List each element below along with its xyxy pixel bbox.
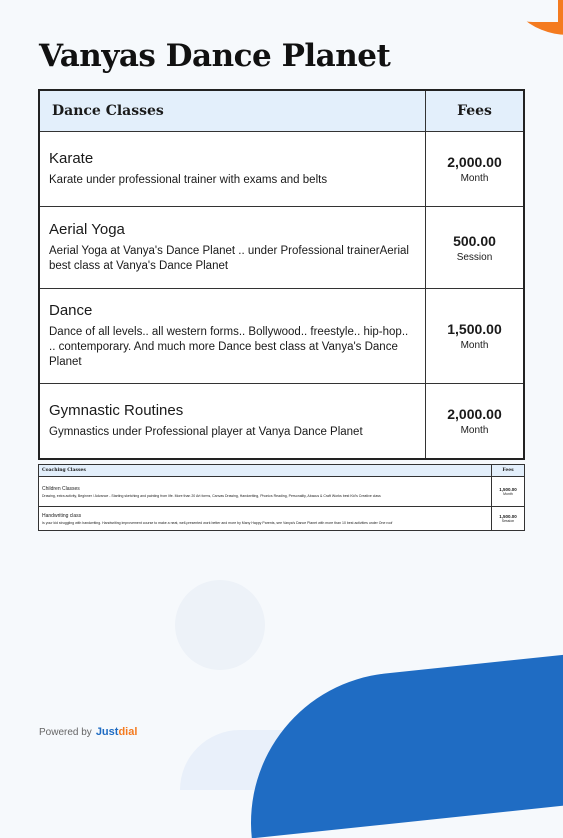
fee-cell [426,289,525,384]
fee-unit: Month [460,340,489,351]
brand-just: Just [95,726,119,738]
class-name: Aerial Yoga [49,221,125,238]
column-header-fees: Fees [426,90,525,132]
class-cell [39,477,492,507]
fee-amount: 1,500.00 [447,321,502,337]
class-description: Aerial Yoga at Vanya's Dance Planet .. under Professional trainerAerial best class at Vanya's Dance Planet [49,245,409,272]
class-name: Karate [49,150,94,167]
column-header-classes: Dance Classes [39,90,426,132]
powered-by-label: Powered by [39,726,92,738]
powered-by-footer [39,726,137,738]
fee-unit: Month [503,492,513,496]
fee-amount: 1,500.00 [499,487,517,492]
fee-amount: 1,500.00 [499,514,517,519]
fee-unit: Month [460,173,489,184]
class-name: Dance [49,302,93,319]
class-description: Gymnastics under Professional player at Vanya Dance Planet [49,425,363,438]
fee-cell [426,207,525,289]
decorative-wave [236,652,563,838]
class-name: Gymnastic Routines [49,401,184,419]
table-row [39,507,525,531]
dance-classes-table [38,89,525,460]
fee-amount: 500.00 [453,232,496,249]
class-description: Is your kid struggling with handwriting. Handwriting improvement course to make a neat, well-presented work better and more by Many Happy Parents, see Vanya's Dance Planet with more than 10 best activities under One roof [42,520,393,525]
class-description: Drawing, extra activity, Beginner / Advance - Starting sketching and painting from life. More than 20 Art forms, Canvas Drawing, Handwriting, Phonics Reading, Personality, Abacus & Craft Works best Kid's Creative class [42,493,381,498]
coaching-classes-table [38,464,525,531]
table-row [39,132,524,207]
table-row [39,289,524,384]
fee-amount: 2,000.00 [447,405,502,422]
table-header-row [39,465,525,477]
fee-cell [492,477,525,507]
table-row [39,477,525,507]
class-cell [39,507,492,531]
column-header-fees: Fees [492,465,525,477]
class-description: Karate under professional trainer with exams and belts [49,174,328,186]
class-cell [39,132,426,207]
fee-unit: Session [501,519,515,523]
column-header-classes: Coaching Classes [39,465,492,477]
class-cell [39,289,426,384]
class-name: Children Classes [42,485,80,492]
fee-amount: 2,000.00 [447,154,502,170]
decorative-circle [175,580,265,670]
page-title: Vanyas Dance Planet [39,38,391,74]
fee-unit: Session [456,251,493,263]
class-name: Handwriting class [42,512,82,519]
fee-unit: Month [460,424,489,436]
class-cell [39,207,426,289]
decorative-shape [488,0,558,22]
fee-cell [426,384,525,459]
table-header-row [39,90,524,132]
brand-dial: dial [118,726,138,738]
fee-cell [426,132,525,207]
justdial-logo[interactable] [96,726,138,738]
fee-cell [492,507,525,531]
table-row [39,384,524,459]
table-row [39,207,524,289]
class-cell [39,384,426,459]
class-description: Dance of all levels.. all western forms.. Bollywood.. freestyle.. hip-hop.. .. contemporary. And much more Dance best class at Vanya's Dance Planet [49,326,409,368]
